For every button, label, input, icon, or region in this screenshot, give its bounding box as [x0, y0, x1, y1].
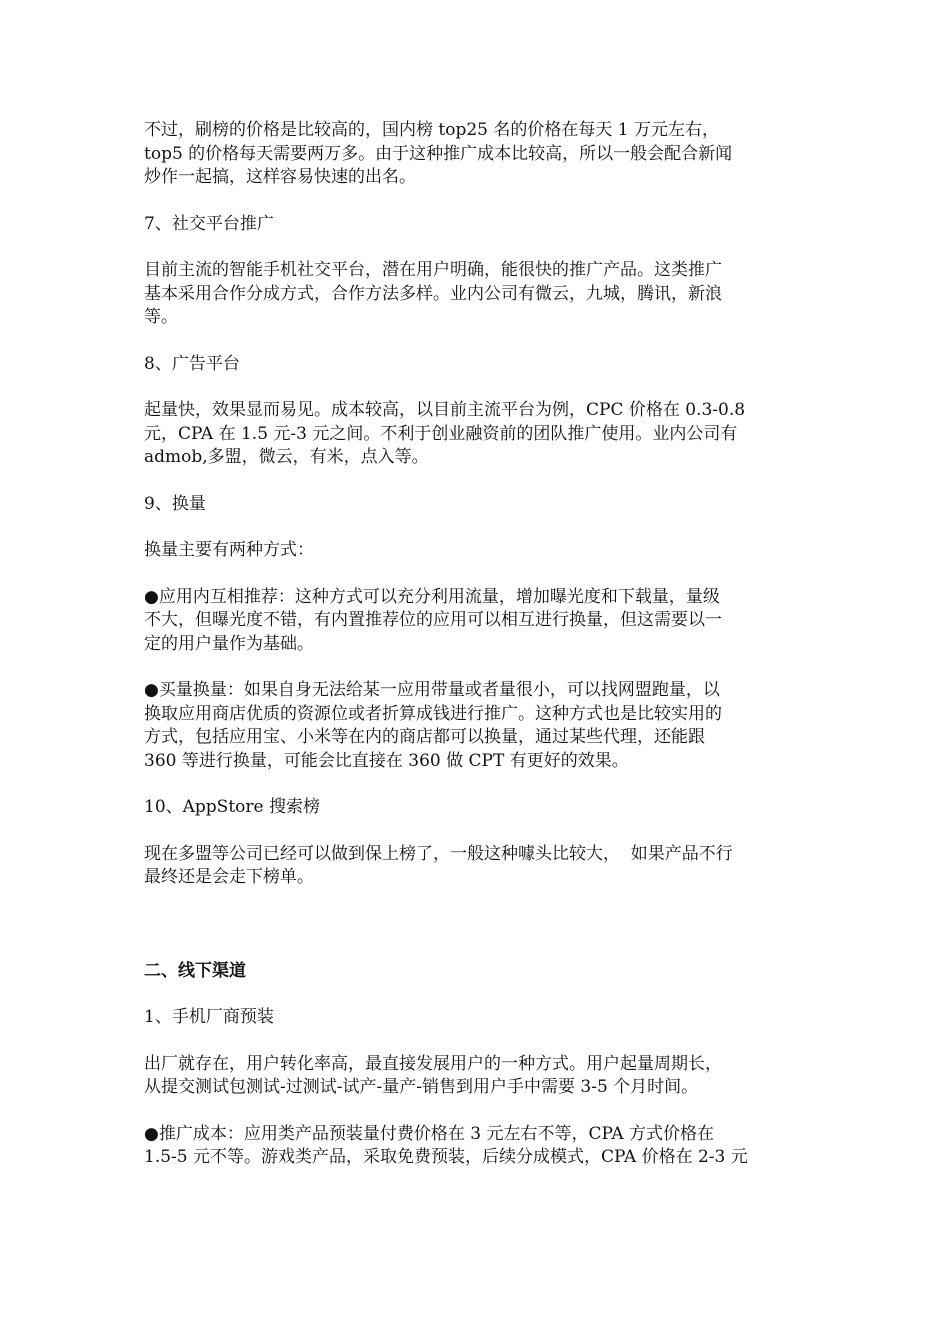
heading-phone-preinstall: 1、手机厂商预装 [144, 1007, 274, 1027]
heading-social-platform: 7、社交平台推广 [144, 213, 274, 234]
paragraph-preinstall-intro: 出厂就存在，用户转化率高，最直接发展用户的一种方式。用户起量周期长， 从提交测试包测试-过测试-试产-量产-销售到用户手中需要 3-5 个月时间。 [144, 1053, 722, 1097]
document-page [144, 119, 806, 1193]
heading-ad-platform: 8、广告平台 [144, 353, 240, 374]
paragraph-appstore-search: 现在多盟等公司已经可以做到保上榜了，一般这种噱头比较大， 如果产品不行 最终还是会走下榜单。 [144, 843, 733, 887]
paragraph-ad-platform: 起量快，效果显而易见。成本较高，以目前主流平台为例，CPC 价格在 0.3-0.8 元，CPA 在 1.5 元-3 元之间。不利于创业融资前的团队推广使用。业内公司有 admob,多盟，微云，有米，点入等。 [144, 400, 746, 467]
paragraph-in-app-recommend: ●应用内互相推荐：这种方式可以充分利用流量，增加曝光度和下载量，量级 不大，但曝光度不错，有内置推荐位的应用可以相互进行换量，但这需要以一 定的用户量作为基础。 [144, 586, 722, 654]
section-title-offline: 二、线下渠道 [144, 960, 246, 981]
spacer [144, 913, 806, 960]
paragraph-preinstall-cost: ●推广成本：应用类产品预装量付费价格在 3 元左右不等，CPA 方式价格在 1.5-5 元不等。游戏类产品，采取免费预装，后续分成模式，CPA 价格在 2-3 元 [144, 1123, 748, 1167]
paragraph-exchange-intro: 换量主要有两种方式： [144, 540, 314, 560]
paragraph-buy-exchange: ●买量换量：如果自身无法给某一应用带量或者量很小，可以找网盟跑量，以 换取应用商店优质的资源位或者折算成钱进行推广。这种方式也是比较实用的 方式，包括应用宝、小米等在内的商店都可以换量，通过某些代理，还能跟 360 等进行换量，可能会比直接在 360 做 CPT 有更好的效果。 [144, 680, 722, 771]
paragraph-social-platform: 目前主流的智能手机社交平台，潜在用户明确，能很快的推广产品。这类推广 基本采用合作分成方式，合作方法多样。业内公司有微云，九城，腾讯，新浪 等。 [144, 260, 722, 327]
heading-traffic-exchange: 9、换量 [144, 493, 206, 514]
heading-appstore-search: 10、AppStore 搜索榜 [144, 797, 320, 817]
paragraph-ranking-price: 不过，刷榜的价格是比较高的，国内榜 top25 名的价格在每天 1 万元左右， top5 的价格每天需要两万多。由于这种推广成本比较高，所以一般会配合新闻 炒作一起搞，这样容易快速的出名。 [144, 120, 733, 187]
